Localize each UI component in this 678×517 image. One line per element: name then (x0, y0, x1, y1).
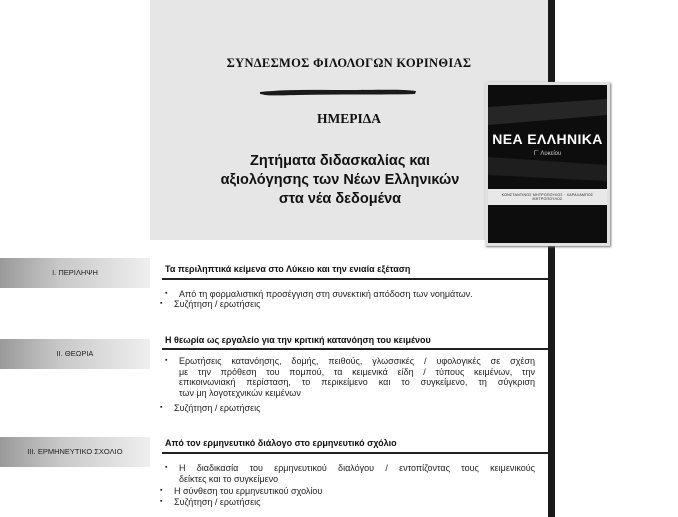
book-title: ΝΕΑ ΕΛΛΗΝΙΚΑ (492, 131, 603, 147)
book-authors: ΚΩΝΣΤΑΝΤΙΝΟΣ ΜΗΤΡΟΠΟΥΛΟΣ · ΧΑΡΑΛΑΜΠΟΣ ΜΗΤΡΟΠΟΥΛΟΣ (501, 193, 594, 201)
list-item-text: Συζήτηση / ερωτήσεις (174, 299, 261, 309)
event-title: ΗΜΕΡΙΔΑ (317, 111, 381, 126)
list-item-text: Η σύνθεση του ερμηνευτικού σχολίου (174, 486, 323, 496)
brush-stroke-divider (258, 87, 418, 96)
list-item-text: Από τη φορμαλιστική προσέγγιση στη συνεκτική απόδοση των νοημάτων. (179, 289, 473, 299)
bullet-icon: ▪ (160, 487, 163, 494)
subtitle-line: Ζητήματα διδασκαλίας και (250, 153, 430, 169)
section-label-theory: ΙΙ. ΘΕΩΡΙΑ (0, 339, 150, 369)
list-item-text: Συζήτηση / ερωτήσεις (174, 403, 261, 413)
text-line: των μη λογοτεχνικών κειμένων (179, 387, 301, 398)
section-heading: Τα περιληπτικά κείμενα στο Λύκειο και την ενιαία εξέταση (165, 264, 411, 274)
list-item (160, 403, 540, 414)
book-subtitle: Γ΄ Λυκείου (533, 151, 562, 157)
text-line: επικοινωνιακή περίσταση, το περικείμενο και το συγκείμενο, τη σύγκριση (179, 377, 535, 387)
subtitle-line: αξιολόγησης των Νέων Ελληνικών (220, 172, 460, 188)
list-item (165, 289, 545, 300)
list-item (160, 497, 540, 508)
vertical-divider (548, 0, 555, 517)
book-cover (485, 82, 610, 246)
right-margin (555, 0, 678, 517)
section-rule (162, 278, 548, 280)
text-line: Η διαδικασία του ερμηνευτικού διαλόγου / εντοπίζοντας τους κειμενικούς (179, 463, 535, 473)
association-title: ΣΥΝΔΕΣΜΟΣ ΦΙΛΟΛΟΓΩΝ ΚΟΡΙΝΘΙΑΣ (226, 56, 472, 70)
list-item (165, 356, 535, 398)
section-heading: Από τον ερμηνευτικό διάλογο στο ερμηνευτικό σχόλιο (165, 438, 397, 448)
text-line: Ερωτήσεις κατανόησης, δομής, πειθούς, γλωσσικές / υφολογικές σε σχέση (179, 356, 535, 366)
book-cover-art (488, 85, 607, 243)
section-label-summary: Ι. ΠΕΡΙΛΗΨΗ (0, 258, 150, 288)
section-rule (162, 452, 548, 454)
book-texture (488, 85, 607, 243)
text-line: με την πρόθεση του πομπού, τα κειμενικά είδη / τύπους κειμένων, την (179, 366, 535, 377)
bullet-icon: ▪ (165, 357, 168, 364)
bullet-icon: ▪ (160, 498, 163, 505)
list-item (160, 299, 540, 310)
subtitle-line: στα νέα δεδομένα (278, 191, 402, 207)
bullet-icon: ▪ (160, 404, 163, 411)
section-rule (162, 348, 548, 350)
list-item (160, 486, 540, 497)
list-item-text (165, 463, 535, 484)
list-item (165, 463, 535, 484)
text-line: δείκτες και το συγκείμενο (179, 473, 279, 484)
bullet-icon: ▪ (160, 300, 163, 307)
section-label-interpretive-comment: ΙΙΙ. ΕΡΜΗΝΕΥΤΙΚΟ ΣΧΟΛΙΟ (0, 437, 150, 467)
list-item-text (165, 356, 535, 398)
bullet-icon: ▪ (165, 464, 168, 471)
event-subtitle (190, 152, 490, 209)
bullet-icon: ▪ (165, 290, 168, 297)
list-item-text: Συζήτηση / ερωτήσεις (174, 497, 261, 507)
section-heading: Η θεωρία ως εργαλείο για την κριτική κατανόηση του κειμένου (165, 335, 431, 345)
